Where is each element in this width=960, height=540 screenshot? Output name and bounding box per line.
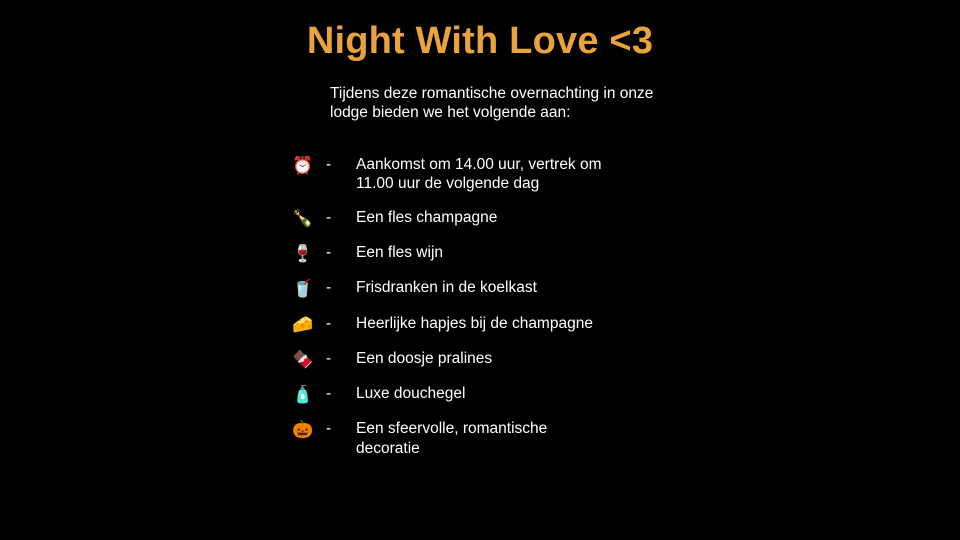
- list-item: [292, 278, 892, 299]
- list-item-marker: -: [326, 385, 332, 402]
- chocolate-box-icon: 🍫: [292, 349, 314, 369]
- list-item: [292, 349, 892, 370]
- intro-paragraph: Tijdens deze romantische overnachting in onze lodge bieden we het volgende aan:: [330, 85, 654, 122]
- list-item-label: Heerlijke hapjes bij de champagne: [356, 314, 593, 332]
- list-item: [292, 243, 892, 264]
- list-item: [292, 155, 892, 194]
- list-item: [292, 314, 892, 335]
- list-item-label: Een sfeervolle, romantische decoratie: [356, 420, 548, 457]
- snack-cheese-icon: 🧀: [292, 314, 314, 334]
- champagne-bottle-icon: 🍾: [292, 208, 314, 228]
- wine-glass-icon: 🍷: [292, 244, 314, 263]
- alarm-clock-icon: ⏰: [292, 156, 314, 175]
- list-item-marker: -: [326, 420, 332, 438]
- shower-gel-bottle-icon: 🧴: [292, 385, 314, 404]
- list-item-marker: -: [326, 244, 332, 261]
- page-title: Night With Love <3: [306, 20, 654, 62]
- decoration-lantern-icon: 🎃: [292, 420, 314, 440]
- list-item-marker: -: [326, 208, 332, 226]
- list-item: [292, 208, 892, 229]
- list-item-label: Luxe douchegel: [356, 385, 466, 402]
- list-item-marker: -: [326, 279, 332, 297]
- list-item-label: Een fles wijn: [356, 244, 444, 261]
- list-item: [292, 419, 892, 458]
- list-item-marker: -: [326, 156, 332, 173]
- list-item-label: Aankomst om 14.00 uur, vertrek om 11.00 uur de volgende dag: [356, 156, 602, 193]
- list-item-label: Frisdranken in de koelkast: [356, 279, 537, 297]
- offer-list: [292, 155, 892, 472]
- list-item-marker: -: [326, 349, 332, 367]
- list-item-label: Een fles champagne: [356, 208, 498, 226]
- list-item: [292, 384, 892, 405]
- list-item-marker: -: [326, 314, 332, 332]
- soft-drink-cup-icon: 🥤: [292, 279, 314, 299]
- list-item-label: Een doosje pralines: [356, 349, 493, 367]
